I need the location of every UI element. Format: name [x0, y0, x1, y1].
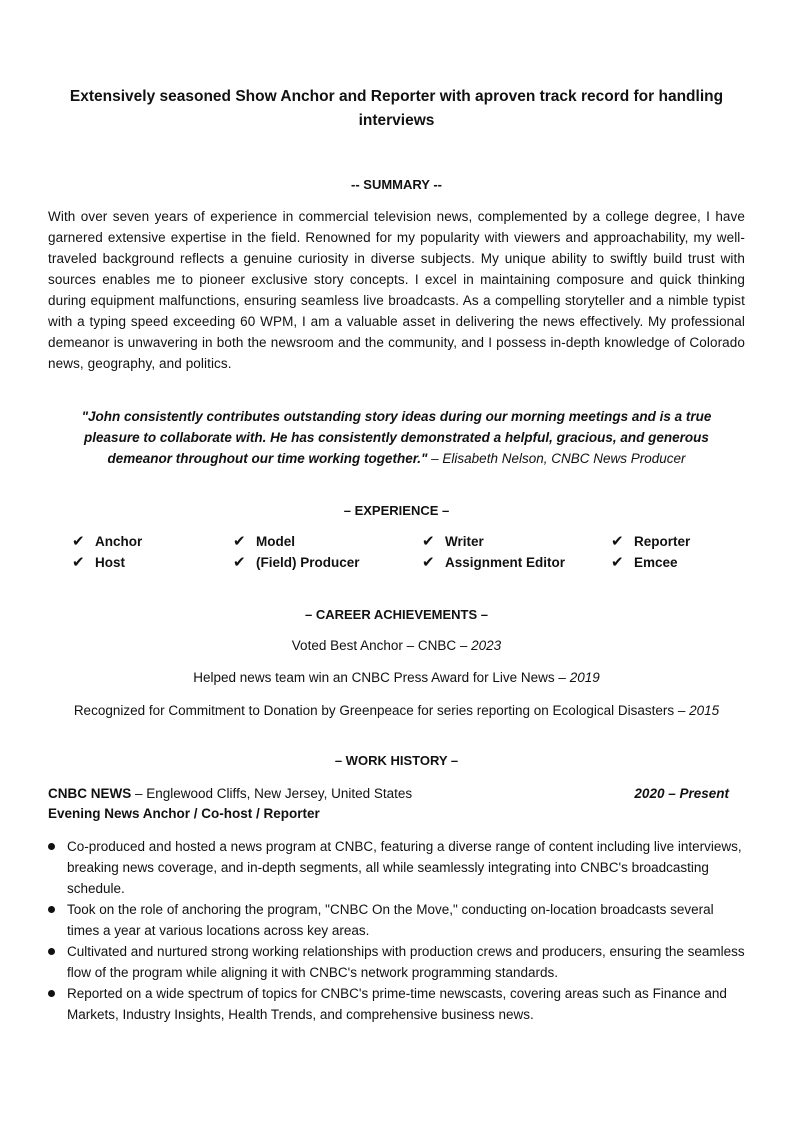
- experience-label: Anchor: [95, 534, 143, 549]
- experience-item: [422, 552, 611, 573]
- bullet-icon: [48, 906, 55, 913]
- bullet-icon: [48, 990, 55, 997]
- checkmark-icon: ✔: [233, 554, 246, 571]
- achievement-item: [48, 701, 745, 721]
- checkmark-icon: ✔: [422, 554, 435, 571]
- checkmark-icon: ✔: [233, 533, 246, 550]
- summary-text: With over seven years of experience in commercial television news, complemented by a college degree, I have garnered extensive expertise in the field. Renowned for my popularity with viewers and approachability, my well-traveled background reflects a genuine curiosity in diverse subjects. My unique ability to swiftly build trust with sources enables me to pioneer exclusive story concepts. I excel in maintaining composure and quick thinking during equipment malfunctions, ensuring seamless live broadcasts. As a compelling storyteller and a nimble typist with a typing speed exceeding 60 WPM, I am a valuable asset in delivering the news effectively. My professional demeanor is unwavering in both the newsroom and the community, and I possess in-depth knowledge of Colorado news, geography, and politics.: [48, 209, 745, 371]
- achievement-item: [48, 636, 745, 656]
- company-location: – Englewood Cliffs, New Jersey, United States: [131, 786, 413, 801]
- job-dates: 2020 – Present: [634, 786, 729, 801]
- bullet-icon: [48, 843, 55, 850]
- bullet-text: Cultivated and nurtured strong working relationships with production crews and producers, ensuring the seamless flow of the program while aligning it with CNBC's network programming standards.: [67, 944, 745, 980]
- achievement-year: 2019: [569, 670, 600, 685]
- experience-item: [233, 531, 422, 552]
- achievement-text: Helped news team win an CNBC Press Award for Live News –: [193, 670, 570, 685]
- checkmark-icon: ✔: [611, 533, 624, 550]
- bullet-text: Took on the role of anchoring the program, "CNBC On the Move," conducting on-location broadcasts several times a year at various locations across key areas.: [67, 902, 714, 938]
- list-item: [48, 836, 745, 899]
- quote-text: "John consistently contributes outstanding story ideas during our morning meetings and is a true pleasure to collaborate with. He has consistently demonstrated a helpful, gracious, and generous demeanor throughout our time working together.": [81, 409, 712, 466]
- checkmark-icon: ✔: [72, 533, 85, 550]
- achievement-item: [48, 668, 745, 688]
- job-role: Evening News Anchor / Co-host / Reporter: [48, 806, 320, 821]
- achievements-heading: – CAREER ACHIEVEMENTS –: [305, 607, 488, 622]
- job-bullet-list: [48, 836, 745, 1025]
- bullet-text: Co-produced and hosted a news program at CNBC, featuring a diverse range of content including live interviews, breaking news coverage, and in-depth segments, all while seamlessly integrating into CNBC's broadcasting schedule.: [67, 839, 742, 896]
- experience-item: [72, 531, 233, 552]
- experience-item: [233, 552, 422, 573]
- experience-item: [72, 552, 233, 573]
- experience-item: [611, 552, 752, 573]
- bullet-text: Reported on a wide spectrum of topics for CNBC's prime-time newscasts, covering areas such as Finance and Markets, Industry Insights, Health Trends, and comprehensive business news.: [67, 986, 727, 1022]
- summary-heading: -- SUMMARY --: [351, 177, 442, 192]
- experience-list: [72, 531, 752, 573]
- testimonial-quote: [56, 406, 737, 469]
- experience-heading: – EXPERIENCE –: [343, 503, 450, 518]
- bullet-icon: [48, 948, 55, 955]
- experience-label: Writer: [445, 534, 484, 549]
- achievement-year: 2015: [689, 703, 720, 718]
- work-history-heading: – WORK HISTORY –: [334, 753, 459, 768]
- achievement-year: 2023: [471, 638, 502, 653]
- checkmark-icon: ✔: [422, 533, 435, 550]
- experience-item: [611, 531, 752, 552]
- achievement-text: Voted Best Anchor – CNBC –: [291, 638, 472, 653]
- list-item: [48, 941, 745, 983]
- checkmark-icon: ✔: [72, 554, 85, 571]
- list-item: [48, 983, 745, 1025]
- resume-title: Extensively seasoned Show Anchor and Reporter with aproven track record for handling interviews: [69, 88, 724, 129]
- experience-label: (Field) Producer: [256, 555, 360, 570]
- checkmark-icon: ✔: [611, 554, 624, 571]
- job-header: [48, 784, 729, 804]
- experience-label: Host: [95, 555, 125, 570]
- experience-label: Reporter: [634, 534, 691, 549]
- experience-item: [422, 531, 611, 552]
- experience-label: Model: [256, 534, 295, 549]
- quote-attribution: – Elisabeth Nelson, CNBC News Producer: [427, 451, 686, 466]
- experience-label: Assignment Editor: [445, 555, 566, 570]
- experience-label: Emcee: [634, 555, 678, 570]
- company-name: CNBC NEWS: [48, 786, 132, 801]
- list-item: [48, 899, 745, 941]
- achievement-text: Recognized for Commitment to Donation by Greenpeace for series reporting on Ecological Disasters –: [73, 703, 690, 718]
